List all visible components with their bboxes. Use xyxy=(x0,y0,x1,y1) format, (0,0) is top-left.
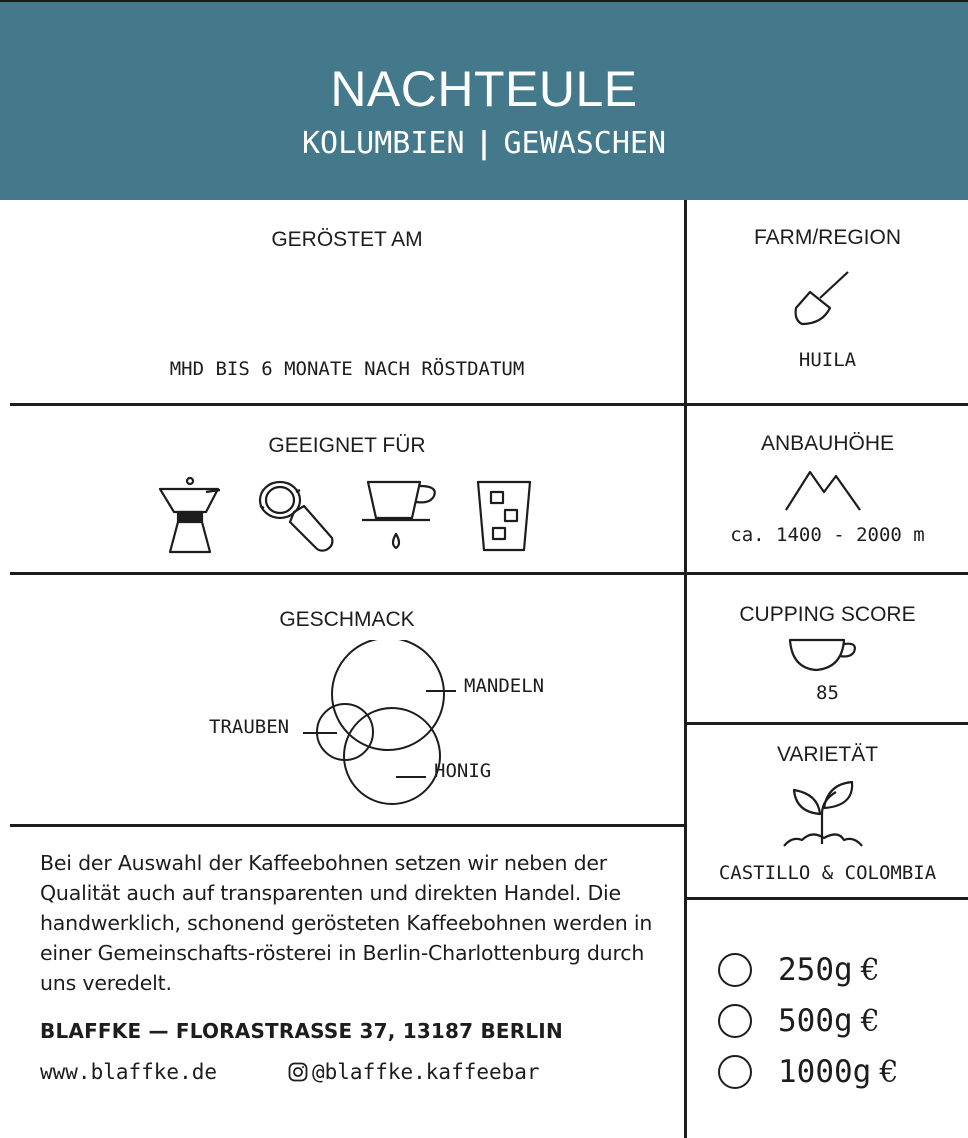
euro-icon: € xyxy=(879,1054,899,1090)
cupping-score-value: 85 xyxy=(816,682,839,704)
variety-label: VARIETÄT xyxy=(776,743,879,766)
mountain-icon xyxy=(784,466,862,512)
divider-right-1 xyxy=(686,403,968,406)
cup-icon xyxy=(788,638,860,674)
size-option-250g[interactable] xyxy=(718,952,880,988)
size-checkbox[interactable] xyxy=(718,953,752,987)
moka-pot-icon xyxy=(156,476,224,558)
honig-marker xyxy=(396,776,426,778)
product-title: NACHTEULE xyxy=(330,61,638,117)
size-checkbox[interactable] xyxy=(718,1055,752,1089)
divider-right-2 xyxy=(686,572,968,575)
taste-note-trauben: TRAUBEN xyxy=(209,716,290,738)
shovel-icon xyxy=(792,270,854,330)
altitude-value: ca. 1400 - 2000 m xyxy=(730,524,925,546)
instagram-handle-text: @blaffke.kaffeebar xyxy=(312,1060,540,1084)
size-label: 250g xyxy=(778,952,853,988)
divider-right-3 xyxy=(686,722,968,725)
trauben-marker xyxy=(303,732,337,734)
origin: KOLUMBIEN xyxy=(301,126,465,161)
suitable-for-label: GEEIGNET FÜR xyxy=(268,434,426,457)
euro-icon: € xyxy=(860,952,880,988)
size-option-500g[interactable] xyxy=(718,1003,880,1039)
farm-region-value: HUILA xyxy=(798,349,857,371)
portafilter-icon xyxy=(256,478,338,556)
divider-right-4 xyxy=(686,897,968,900)
divider-left-1 xyxy=(10,403,686,406)
divider-left-2 xyxy=(10,572,686,575)
cupping-score-label: CUPPING SCORE xyxy=(739,603,916,626)
divider-left-3 xyxy=(10,824,686,827)
website-link[interactable]: www.blaffke.de xyxy=(40,1060,218,1084)
address: BLAFFKE — FLORASTRASSE 37, 13187 BERLIN xyxy=(40,1019,563,1043)
variety-value: CASTILLO & COLOMBIA xyxy=(718,862,937,884)
cold-brew-icon xyxy=(474,478,534,554)
taste-note-mandeln: MANDELN xyxy=(464,675,545,697)
roast-date-label: GERÖSTET AM xyxy=(271,228,423,251)
instagram-handle[interactable] xyxy=(288,1060,540,1084)
description-text: Bei der Auswahl der Kaffeebohnen setzen wir neben der Qualität auch auf transparenten und direkten Handel. Die handwerklich, schonend gerösteten Kaffeebohnen werden in einer Gemeinschafts-rösterei in Berlin-Charlottenburg durch uns veredelt. xyxy=(40,851,653,995)
size-option-1000g[interactable] xyxy=(718,1054,898,1090)
altitude-label: ANBAUHÖHE xyxy=(760,432,895,455)
process: GEWASCHEN xyxy=(503,126,667,161)
product-subtitle xyxy=(0,126,968,161)
instagram-icon xyxy=(288,1062,308,1082)
size-checkbox[interactable] xyxy=(718,1004,752,1038)
farm-region-label: FARM/REGION xyxy=(753,226,901,249)
best-before-text: MHD BIS 6 MONATE NACH RÖSTDATUM xyxy=(169,358,525,380)
header-banner xyxy=(0,0,968,200)
pour-over-icon xyxy=(360,478,442,554)
taste-note-honig: HONIG xyxy=(434,760,492,782)
euro-icon: € xyxy=(860,1003,880,1039)
taste-label: GESCHMACK xyxy=(279,608,415,631)
subtitle-separator: | xyxy=(478,126,490,161)
plant-icon xyxy=(782,778,864,850)
size-label: 1000g xyxy=(778,1054,872,1090)
mandeln-marker xyxy=(426,690,456,692)
vertical-divider xyxy=(684,200,687,1138)
size-label: 500g xyxy=(778,1003,853,1039)
